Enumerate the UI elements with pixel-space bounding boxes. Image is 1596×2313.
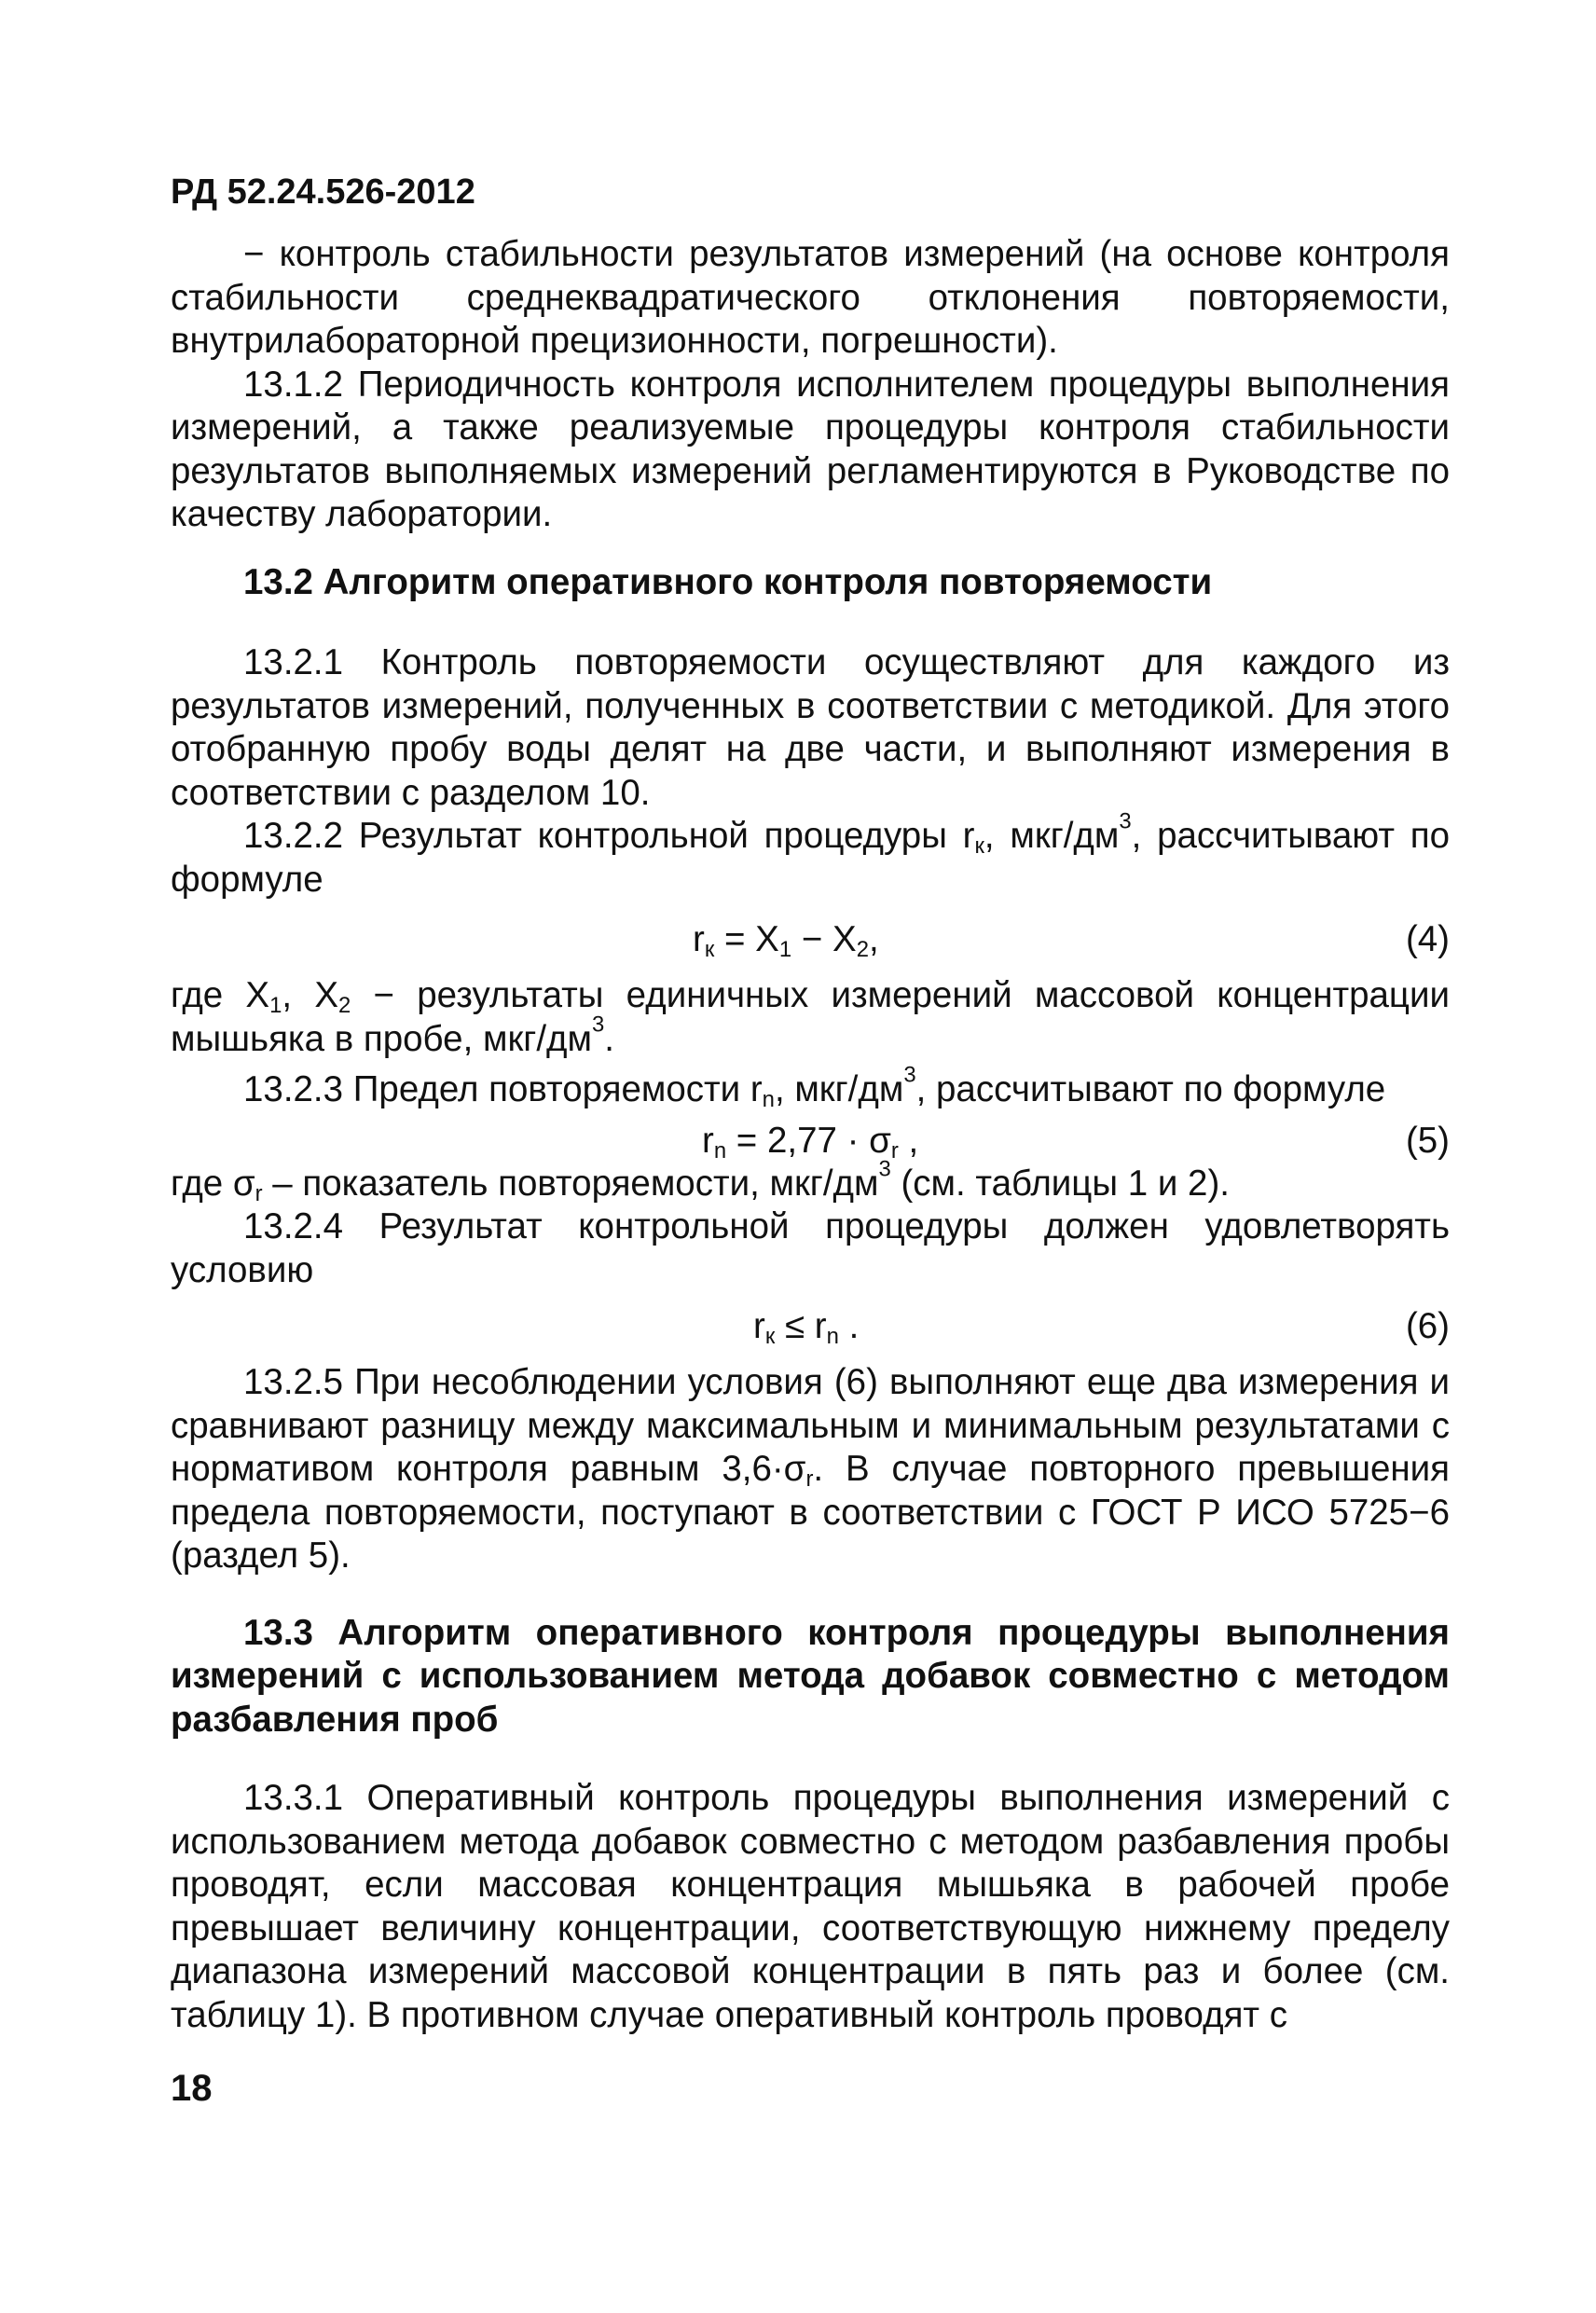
formula-4-number: (4) bbox=[1405, 919, 1450, 959]
section-heading-13-2: 13.2 Алгоритм оперативного контроля повторяемости bbox=[243, 561, 1213, 602]
section-heading-13-3: 13.3 Алгоритм оперативного контроля процедуры выполнения измерений с использованием метода добавок совместно с методом разбавления проб bbox=[171, 1612, 1450, 1740]
paragraph-13-2-5: 13.2.5 При несоблюдении условия (6) выполняют еще два измерения и сравнивают разницу между максимальным и минимальным результатами с нормативом контроля равным $3,6\cdot\sigma_r$. В случае повторного превышения предела повторяемости, поступают в соответствии с ГОСТ Р ИСО 5725−6 (раздел 5). bbox=[171, 1362, 1450, 1576]
paragraph-13-2-3: 13.2.3 Предел повторяемости $r_n$, мкг/$дм^3$, рассчитывают по формуле bbox=[243, 1062, 1386, 1112]
page-number: 18 bbox=[171, 2068, 213, 2109]
formula-5-number: (5) bbox=[1405, 1120, 1450, 1161]
paragraph-13-1-2: 13.1.2 Периодичность контроля исполнителем процедуры выполнения измерений, а также реализуемые процедуры контроля стабильности результатов выполняемых измерений регламентируются в Руководстве по качеству лаборатории. bbox=[171, 364, 1450, 534]
formula-5-expression: $r_n = 2,77 \cdot \sigma_r$ , bbox=[702, 1120, 919, 1163]
formula-5 bbox=[171, 1112, 1450, 1163]
paragraph-13-2-1: 13.2.1 Контроль повторяемости осуществляют для каждого из результатов измерений, полученных в соответствии с методикой. Для этого отобранную пробу воды делят на две части, и выполняют измерения в соответствии с разделом 10. bbox=[171, 642, 1450, 813]
document-body bbox=[171, 233, 1450, 2037]
paragraph-13-2-2: 13.2.2 Результат контрольной процедуры $r_к$, мкг/$дм^3$, рассчитывают по формуле bbox=[171, 808, 1450, 900]
formula-6-number: (6) bbox=[1405, 1306, 1450, 1346]
paragraph-13-2-4: 13.2.4 Результат контрольной процедуры должен удовлетворять условию bbox=[171, 1206, 1450, 1290]
paragraph-where-sigma: где $\sigma_r$ – показатель повторяемости, мкг/$дм^3$ (см. таблицы 1 и 2). bbox=[171, 1156, 1230, 1206]
paragraph-stability-control: − контроль стабильности результатов измерений (на основе контроля стабильности среднеквадратического отклонения повторяемости, внутрилабораторной прецизионности, погрешности). bbox=[171, 234, 1450, 361]
formula-6-expression: $r_к \le r_n$ . bbox=[753, 1306, 860, 1349]
paragraph-13-3-1: 13.3.1 Оперативный контроль процедуры выполнения измерений с использованием метода добавок совместно с методом разбавления пробы проводят, если массовая концентрация мышьяка в рабочей пробе превышает величину концентрации, соответствующую нижнему пределу диапазона измерений массовой концентрации в пять раз и более (см. таблицу 1). В противном случае оперативный контроль проводят с bbox=[171, 1778, 1450, 2035]
document-id-header: РД 52.24.526-2012 bbox=[171, 172, 475, 212]
paragraph-where-x: где $X_1$, $X_2$ − результаты единичных измерений массовой концентрации мышьяка в пробе, мкг/$дм^3$. bbox=[171, 975, 1450, 1059]
formula-4 bbox=[171, 911, 1450, 969]
formula-4-expression: $r_к = X_1 - X_2$, bbox=[693, 919, 879, 962]
formula-6 bbox=[171, 1298, 1450, 1356]
